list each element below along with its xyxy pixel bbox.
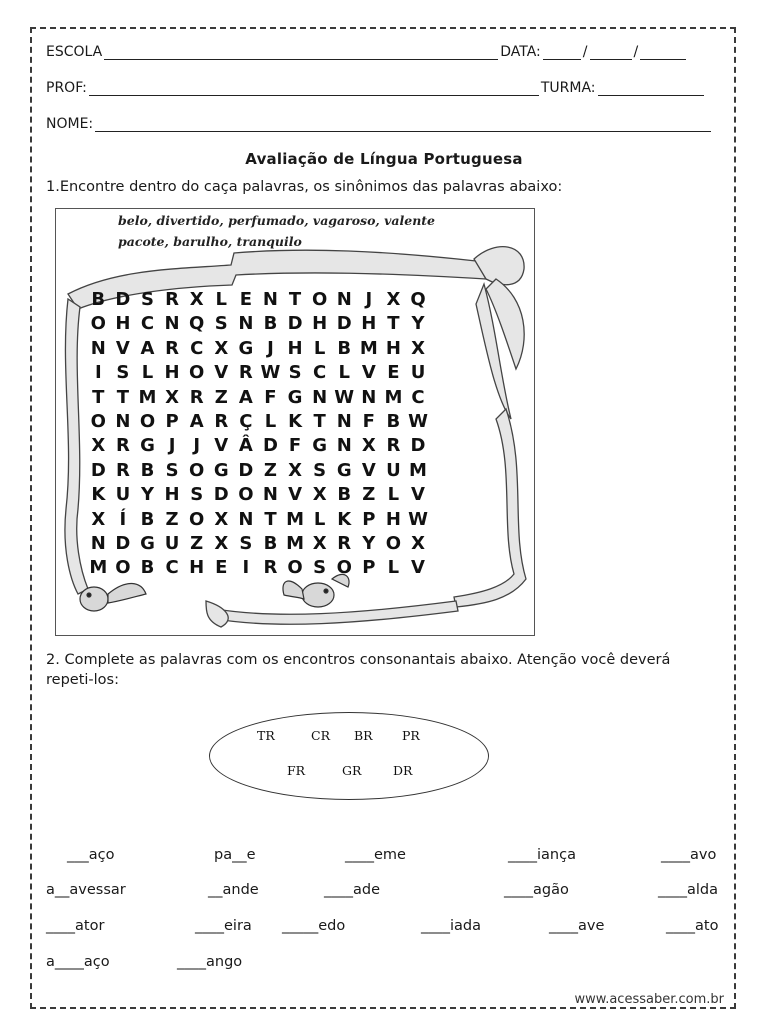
cluster-cr: CR <box>311 728 330 743</box>
grid-letter[interactable]: M <box>409 459 427 481</box>
grid-letter[interactable]: R <box>337 532 352 554</box>
grid-letter[interactable]: G <box>140 532 155 554</box>
grid-letter[interactable]: B <box>263 532 278 554</box>
grid-letter[interactable]: O <box>90 410 106 432</box>
grid-letter[interactable]: C <box>190 337 204 359</box>
word-item[interactable]: ____avo <box>661 847 717 863</box>
cluster-fr: FR <box>287 763 306 778</box>
grid-letter[interactable]: N <box>90 532 106 554</box>
grid-letter[interactable]: N <box>238 508 254 530</box>
grid-letter[interactable]: V <box>115 337 130 359</box>
grid-letter[interactable]: I <box>94 362 102 384</box>
footer-url: www.acessaber.com.br <box>574 992 724 1007</box>
grid-letter[interactable]: D <box>213 484 229 506</box>
grid-letter[interactable]: H <box>164 484 180 506</box>
grid-letter[interactable]: Y <box>362 532 376 554</box>
grid-row <box>86 312 486 336</box>
grid-row <box>86 288 486 312</box>
grid-letter[interactable]: S <box>313 459 327 481</box>
grid-letter[interactable]: C <box>411 386 425 408</box>
grid-letter[interactable]: J <box>267 337 274 359</box>
grid-letter[interactable]: L <box>313 337 326 359</box>
grid-row <box>86 386 486 410</box>
grid-letter[interactable]: H <box>385 508 401 530</box>
grid-letter[interactable]: V <box>214 362 229 384</box>
grid-letter[interactable]: L <box>387 484 400 506</box>
grid-letter[interactable]: D <box>115 532 131 554</box>
grid-letter[interactable]: G <box>238 337 254 359</box>
grid-letter[interactable]: G <box>312 435 328 457</box>
grid-letter[interactable]: N <box>312 386 328 408</box>
word-item[interactable]: a__avessar <box>46 882 126 898</box>
grid-letter[interactable]: Z <box>165 508 179 530</box>
grid-letter[interactable]: R <box>386 435 401 457</box>
grid-letter[interactable]: U <box>115 484 131 506</box>
grid-letter[interactable]: H <box>287 337 303 359</box>
grid-row <box>86 410 486 434</box>
grid-letter[interactable]: R <box>165 337 180 359</box>
grid-letter[interactable]: V <box>361 362 376 384</box>
grid-letter[interactable]: X <box>411 532 425 554</box>
grid-letter[interactable]: X <box>312 484 327 506</box>
puzzle-words-line-1: belo, divertido, perfumado, vagaroso, valente <box>118 213 436 228</box>
word-item[interactable]: ____ave <box>549 918 605 934</box>
grid-letter[interactable]: Q <box>410 289 426 310</box>
grid-letter[interactable]: G <box>287 386 303 408</box>
grid-letter[interactable]: T <box>288 289 302 310</box>
puzzle-words-line-2: pacote, barulho, tranquilo <box>118 234 302 249</box>
grid-letter[interactable]: J <box>193 435 201 457</box>
grid-letter[interactable]: R <box>238 362 253 384</box>
grid-letter[interactable]: O <box>90 313 106 335</box>
date-separator: / <box>582 44 588 60</box>
grid-letter[interactable]: D <box>90 459 106 481</box>
grid-letter[interactable]: H <box>312 313 328 335</box>
grid-letter[interactable]: N <box>238 313 254 335</box>
date-separator: / <box>633 44 639 60</box>
grid-letter[interactable]: M <box>359 337 378 359</box>
grid-letter[interactable]: B <box>263 313 278 335</box>
grid-letter[interactable]: R <box>263 557 278 579</box>
escola-label: ESCOLA <box>46 44 103 60</box>
grid-letter[interactable]: Ç <box>239 410 253 432</box>
grid-letter[interactable]: X <box>91 435 106 457</box>
grid-letter[interactable]: O <box>336 557 352 579</box>
grid-letter[interactable]: X <box>214 337 229 359</box>
word-item[interactable]: ___aço <box>67 847 115 863</box>
word-item[interactable]: ____iada <box>421 918 482 934</box>
grid-letter[interactable]: V <box>411 484 425 506</box>
grid-letter[interactable]: D <box>238 459 254 481</box>
date-year-field[interactable] <box>640 45 686 60</box>
grid-letter[interactable]: N <box>336 410 352 432</box>
grid-letter[interactable]: B <box>140 508 155 530</box>
grid-letter[interactable]: H <box>189 557 205 579</box>
grid-letter[interactable]: R <box>115 459 130 481</box>
grid-letter[interactable]: S <box>190 484 204 506</box>
word-item[interactable]: ____ade <box>324 882 381 898</box>
grid-letter[interactable]: X <box>189 289 204 310</box>
grid-letter[interactable]: R <box>115 435 130 457</box>
grid-letter[interactable]: B <box>140 557 155 579</box>
grid-letter[interactable]: S <box>214 313 228 335</box>
word-item[interactable]: ____ator <box>46 918 105 934</box>
grid-row <box>86 483 486 507</box>
grid-row <box>86 337 486 361</box>
grid-letter[interactable]: T <box>264 508 277 530</box>
data-label: DATA: <box>500 44 541 60</box>
word-item[interactable]: _____edo <box>282 918 346 934</box>
grid-letter[interactable]: I <box>242 557 250 579</box>
grid-letter[interactable]: D <box>410 435 426 457</box>
grid-letter[interactable]: W <box>334 386 355 408</box>
grid-letter[interactable]: O <box>189 459 205 481</box>
grid-letter[interactable]: S <box>116 362 130 384</box>
grid-letter[interactable]: K <box>91 484 106 506</box>
grid-letter[interactable]: Z <box>214 386 228 408</box>
grid-letter[interactable]: O <box>311 289 328 310</box>
word-item[interactable]: ____agão <box>504 882 569 898</box>
grid-letter[interactable]: D <box>262 435 278 457</box>
grid-letter[interactable]: N <box>262 289 278 310</box>
grid-letter[interactable]: J <box>168 435 176 457</box>
date-month-field[interactable] <box>590 45 632 60</box>
grid-letter[interactable]: X <box>361 435 376 457</box>
nome-line <box>46 116 713 132</box>
grid-letter[interactable]: M <box>286 508 304 530</box>
grid-letter[interactable]: B <box>386 410 401 432</box>
grid-letter[interactable]: S <box>239 532 253 554</box>
grid-letter[interactable]: H <box>115 313 131 335</box>
grid-letter[interactable]: C <box>140 313 155 335</box>
grid-letter[interactable]: N <box>336 289 352 310</box>
grid-letter[interactable]: R <box>165 289 180 310</box>
grid-letter[interactable]: M <box>89 557 108 579</box>
grid-letter[interactable]: V <box>288 484 303 506</box>
grid-letter[interactable]: X <box>214 508 229 530</box>
grid-letter[interactable]: G <box>336 459 352 481</box>
grid-letter[interactable]: S <box>288 362 302 384</box>
page-title: Avaliação de Língua Portuguesa <box>245 150 523 168</box>
grid-letter[interactable]: O <box>189 362 205 384</box>
grid-letter[interactable]: V <box>361 459 376 481</box>
date-day-field[interactable] <box>543 45 581 60</box>
consonant-clusters-ellipse <box>209 712 489 800</box>
word-item[interactable]: __ande <box>208 882 259 898</box>
grid-letter[interactable]: L <box>141 362 154 384</box>
grid-row <box>86 508 486 532</box>
grid-letter[interactable]: P <box>362 557 376 579</box>
word-search-grid <box>86 288 486 581</box>
grid-letter[interactable]: Q <box>189 313 205 335</box>
escola-line <box>46 44 688 60</box>
grid-letter[interactable]: E <box>215 557 228 579</box>
grid-letter[interactable]: E <box>387 362 400 384</box>
grid-letter[interactable]: W <box>408 410 428 432</box>
grid-letter[interactable]: Y <box>411 313 425 335</box>
grid-letter[interactable]: X <box>312 532 327 554</box>
grid-row <box>86 556 486 580</box>
word-item[interactable]: ____iança <box>508 847 576 863</box>
grid-letter[interactable]: H <box>385 337 401 359</box>
prof-field[interactable] <box>89 81 539 96</box>
grid-letter[interactable]: U <box>410 362 426 384</box>
grid-letter[interactable]: M <box>138 386 157 408</box>
grid-row <box>86 361 486 385</box>
grid-letter[interactable]: U <box>164 532 180 554</box>
word-item[interactable]: ____eira <box>195 918 252 934</box>
cluster-tr: TR <box>257 728 275 743</box>
grid-letter[interactable]: G <box>213 459 229 481</box>
grid-letter[interactable]: H <box>164 362 180 384</box>
grid-letter[interactable]: T <box>92 386 105 408</box>
grid-letter[interactable]: B <box>140 459 155 481</box>
question-2: 2. Complete as palavras com os encontros consonantais abaixo. Atenção você deverá repeti-los: <box>46 652 671 688</box>
grid-letter[interactable]: O <box>238 484 254 506</box>
grid-letter[interactable]: L <box>215 289 227 310</box>
cluster-pr: PR <box>402 728 420 743</box>
grid-letter[interactable]: X <box>288 459 302 481</box>
grid-letter[interactable]: B <box>91 289 106 310</box>
grid-letter[interactable]: C <box>313 362 327 384</box>
grid-letter[interactable]: T <box>116 386 130 408</box>
grid-letter[interactable]: J <box>365 289 373 310</box>
grid-letter[interactable]: W <box>408 508 428 530</box>
word-item[interactable]: ____eme <box>345 847 406 863</box>
grid-letter[interactable]: O <box>115 557 131 579</box>
grid-letter[interactable]: Z <box>190 532 204 554</box>
grid-letter[interactable]: X <box>214 532 229 554</box>
grid-letter[interactable]: H <box>361 313 377 335</box>
grid-letter[interactable]: V <box>214 435 229 457</box>
turma-label: TURMA: <box>540 80 596 96</box>
grid-letter[interactable]: N <box>164 313 180 335</box>
grid-letter[interactable]: G <box>140 435 155 457</box>
grid-letter[interactable]: N <box>361 386 377 408</box>
word-item[interactable]: pa__e <box>214 847 256 863</box>
cluster-br: BR <box>354 728 373 743</box>
grid-letter[interactable]: N <box>90 337 106 359</box>
grid-letter[interactable]: Í <box>119 508 127 530</box>
grid-letter[interactable]: L <box>313 508 326 530</box>
prof-line <box>46 80 706 96</box>
word-item[interactable]: ____ato <box>666 918 719 934</box>
grid-letter[interactable]: X <box>91 508 106 530</box>
grid-letter[interactable]: N <box>262 484 278 506</box>
cluster-gr: GR <box>342 763 362 778</box>
grid-letter[interactable]: L <box>387 557 400 579</box>
grid-letter[interactable]: F <box>362 410 375 432</box>
grid-letter[interactable]: P <box>165 410 179 432</box>
grid-letter[interactable]: Y <box>140 484 154 506</box>
grid-letter[interactable]: D <box>287 313 303 335</box>
grid-letter[interactable]: B <box>337 484 352 506</box>
grid-letter[interactable]: K <box>337 508 352 530</box>
grid-letter[interactable]: K <box>288 410 303 432</box>
grid-letter[interactable]: R <box>214 410 229 432</box>
grid-letter[interactable]: E <box>239 289 252 310</box>
grid-letter[interactable]: O <box>385 532 402 554</box>
grid-row <box>86 532 486 556</box>
grid-letter[interactable]: T <box>313 410 326 432</box>
grid-letter[interactable]: W <box>260 362 281 384</box>
word-item[interactable]: ____alda <box>658 882 719 898</box>
grid-letter[interactable]: M <box>286 532 304 554</box>
grid-letter[interactable]: X <box>411 337 425 359</box>
grid-letter[interactable]: A <box>140 337 155 359</box>
grid-letter[interactable]: Z <box>362 484 376 506</box>
grid-letter[interactable]: S <box>313 557 327 579</box>
nome-field[interactable] <box>95 117 711 132</box>
grid-letter[interactable]: A <box>189 410 204 432</box>
grid-row <box>86 434 486 458</box>
grid-letter[interactable]: R <box>189 386 204 408</box>
grid-letter[interactable]: P <box>362 508 376 530</box>
grid-letter[interactable]: D <box>336 313 352 335</box>
grid-letter[interactable]: C <box>165 557 179 579</box>
grid-letter[interactable]: D <box>115 289 131 310</box>
grid-row <box>86 459 486 483</box>
grid-letter[interactable]: F <box>288 435 302 457</box>
word-item[interactable]: ____ango <box>177 954 243 970</box>
grid-letter[interactable]: U <box>386 459 401 481</box>
turma-field[interactable] <box>598 81 704 96</box>
grid-letter[interactable]: V <box>411 557 425 579</box>
grid-letter[interactable]: T <box>387 313 400 335</box>
grid-letter[interactable]: L <box>264 410 277 432</box>
grid-letter[interactable]: O <box>189 508 205 530</box>
nome-label: NOME: <box>46 116 94 132</box>
grid-letter[interactable]: N <box>336 435 352 457</box>
question-1: 1.Encontre dentro do caça palavras, os sinônimos das palavras abaixo: <box>46 179 563 195</box>
prof-label: PROF: <box>46 80 87 96</box>
grid-letter[interactable]: M <box>384 386 403 408</box>
grid-letter[interactable]: N <box>115 410 131 432</box>
grid-letter[interactable]: X <box>386 289 401 310</box>
grid-letter[interactable]: Â <box>238 435 253 457</box>
grid-letter[interactable]: S <box>141 289 154 310</box>
grid-letter[interactable]: F <box>264 386 277 408</box>
escola-field[interactable] <box>104 45 498 60</box>
grid-letter[interactable]: X <box>165 386 180 408</box>
grid-letter[interactable]: B <box>337 337 352 359</box>
grid-letter[interactable]: O <box>139 410 156 432</box>
grid-letter[interactable]: L <box>338 362 350 384</box>
grid-letter[interactable]: O <box>287 557 303 579</box>
grid-letter[interactable]: Z <box>263 459 277 481</box>
grid-letter[interactable]: A <box>238 386 253 408</box>
word-item[interactable]: a____aço <box>46 954 110 970</box>
cluster-dr: DR <box>393 763 413 778</box>
grid-letter[interactable]: S <box>165 459 179 481</box>
